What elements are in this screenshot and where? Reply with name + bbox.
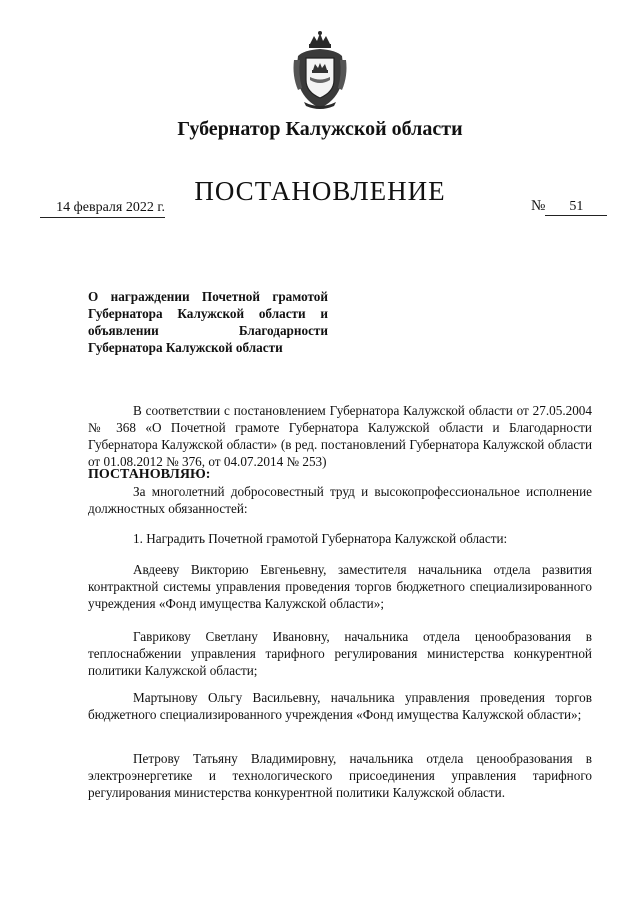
awardee-paragraph: Мартынову Ольгу Васильевну, начальника управления проведения торгов бюджетного специализированного учреждения «Фонд имущества Калужской области»; [88,690,592,722]
document-number-field [531,198,607,216]
resolve-heading: ПОСТАНОВЛЯЮ: [88,467,211,482]
item-1-heading: 1. Наградить Почетной грамотой Губернатора Калужской области: [133,531,508,546]
awardee-paragraph: Гаврикову Светлану Ивановну, начальника отдела ценообразования в теплоснабжении управления тарифного регулирования министерства конкурентной политики Калужской области; [88,629,592,678]
reason-paragraph: За многолетний добросовестный труд и высокопрофессиональное исполнение должностных обязанностей: [88,484,592,516]
awardee-paragraph: Авдееву Викторию Евгеньевну, заместителя начальника отдела развития контрактной системы управления проведения торгов бюджетного специализированного учреждения «Фонд имущества Калужской области»; [88,562,592,611]
awardee-paragraph: Петрову Татьяну Владимировну, начальника отдела ценообразования в электроэнергетике и технологического присоединения управления тарифного регулирования министерства конкурентной политики Калужской области. [88,751,592,800]
preamble-paragraph: В соответствии с постановлением Губернатора Калужской области от 27.05.2004 № 368 «О Почетной грамоте Губернатора Калужской области и Благодарности Губернатора Калужской области» (в ред. постановлений Губернатора Калужской области от 01.08.2012 № 376, от 04.07.2014 № 253) [88,403,592,469]
document-type-heading: ПОСТАНОВЛЕНИЕ [194,176,446,206]
document-subject: О награждении Почетной грамотой Губернатора Калужской области и объявлении Благодарности Губернатора Калужской области [88,289,328,355]
document-number: 51 [545,199,607,216]
coat-of-arms-emblem [290,30,350,112]
governor-title: Губернатор Калужской области [177,118,463,140]
number-sign: № [531,198,546,214]
document-date: 14 февраля 2022 г. [40,200,165,218]
